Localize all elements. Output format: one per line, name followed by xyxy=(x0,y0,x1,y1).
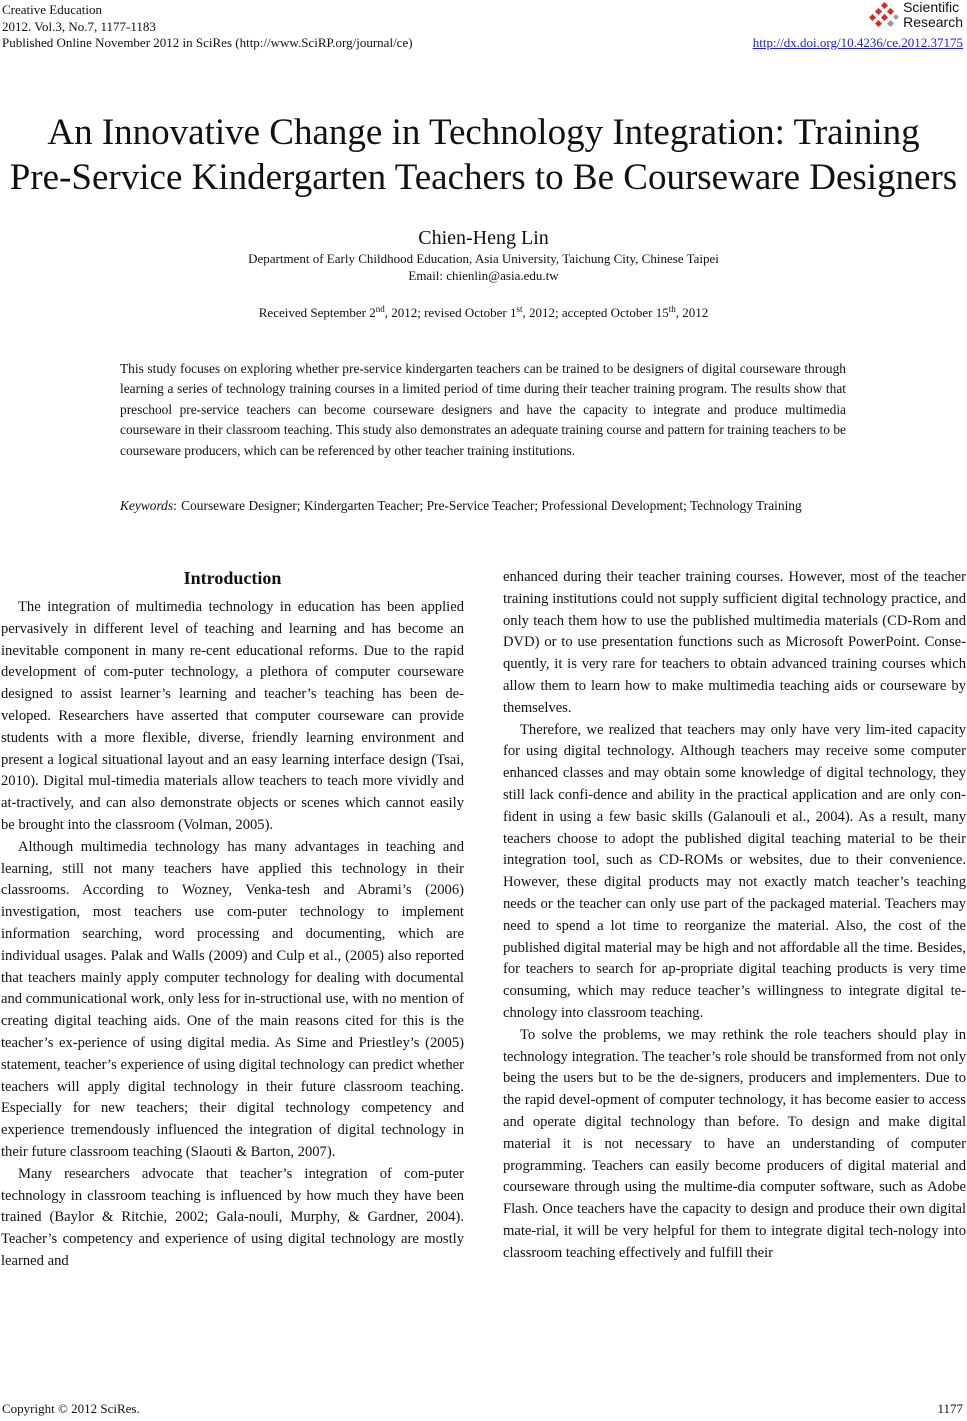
author-affiliation: Department of Early Childhood Education, Asia University, Taichung City, Chinese Taipei xyxy=(248,251,719,266)
received-suffix: nd xyxy=(375,304,385,314)
keywords-colon: : xyxy=(173,498,181,513)
right-column xyxy=(503,567,966,1265)
revised-part: , 2012; revised October 1 xyxy=(384,305,517,320)
page-footer xyxy=(2,1401,963,1417)
logo-text-line1: Scientific xyxy=(903,0,960,15)
publisher-logo xyxy=(869,0,963,34)
keywords-text: Courseware Designer; Kindergarten Teacher; Pre-Service Teacher; Professional Development; Technology Training xyxy=(181,498,802,513)
keywords xyxy=(120,496,846,516)
revised-suffix: st xyxy=(516,304,523,314)
keywords-label: Keywords xyxy=(120,498,174,513)
title-line-1: An Innovative Change in Technology Integration: Training xyxy=(47,112,920,153)
author-affiliation-block xyxy=(0,250,967,284)
accepted-suffix: th xyxy=(668,304,676,314)
abstract: This study focuses on exploring whether pre-service kindergarten teachers can be trained to be designers of digital courseware through learning a series of technology training courses in a limited period of time during their teacher training program. The results show that preschool pre-service teachers can become courseware designers and have the capacity to integrate and produce multimedia courseware in their classroom teaching. This study also demonstrates an adequate training course and pattern for training teachers to be courseware producers, which can be referenced by other teacher training institutions. xyxy=(120,361,846,458)
accepted-part: , 2012; accepted October 15 xyxy=(522,305,669,320)
page-number: 1177 xyxy=(937,1401,963,1416)
journal-volume: 2012. Vol.3, No.7, 1177-1183 xyxy=(2,18,156,34)
copyright: Copyright © 2012 SciRes. xyxy=(2,1401,140,1416)
body-paragraph: Although multimedia technology has many advantages in teaching and learning, still not many teachers have applied this technology in their classrooms. According to Wozney, Venka-tesh and Abrami’s (2006) investigation, most teachers use com-puter technology to implement information searching, word processing and documenting, which are individual usages. Palak and Walls (2009) and Culp et al., (2005) also reported that teachers mainly apply computer technology for dealing with documental and communicational work, only less for in-structional use, with no mention of creating digital teaching aids. One of the main reasons cited for this is the teacher’s ex-perience of using digital media. As Sime and Priestley’s (2005) statement, teacher’s experience of using digital technology can predict whether teachers will apply digital technology in their future classroom teaching. Especially for new teachers; their digital technology competency and experience tremendously influenced the integration of digital technology in their future classroom teaching (Slaouti & Barton, 2007). xyxy=(1,838,464,1160)
journal-header xyxy=(2,2,413,52)
journal-name: Creative Education xyxy=(2,2,102,17)
scientific-research-diamond-logo-icon xyxy=(869,2,899,30)
published-online: Published Online November 2012 in SciRes (http://www.SciRP.org/journal/ce) xyxy=(2,35,413,50)
paper-title xyxy=(0,110,967,200)
body-paragraph: enhanced during their teacher training courses. However, most of the teacher training institutions could not supply sufficient digital technology practice, and only teach them how to use the published multimedia materials (CD-Rom and DVD) or to use presentation functions such as Microsoft PowerPoint. Conse-quently, it is very rare for teachers to obtain advanced training courses which allow them to learn how to make multimedia teaching aids or courseware by themselves. xyxy=(503,569,966,716)
body-paragraph: To solve the problems, we may rethink the role teachers should play in technology integration. The teacher’s role should be transformed from not only being the users but to be the de-signers, producers and implementers. Due to the rapid devel-opment of computer technology, it has become easier to access and operate digital technology than before. To design and make digital material it is not necessary to have an understanding of computer programming. Teachers can easily become producers of digital material and courseware through using the multime-dia computer software, such as Adobe Flash. Once teachers have the capacity to design and produce their own digital mate-rial, it will be very helpful for them to integrate digital tech-nology into classroom teaching effectively and fulfill their xyxy=(503,1026,966,1261)
left-column xyxy=(1,566,464,1273)
section-heading: Introduction xyxy=(183,568,282,588)
accepted-year: , 2012 xyxy=(675,305,709,320)
received-dates xyxy=(0,304,967,321)
author-name: Chien-Heng Lin xyxy=(418,227,549,249)
logo-text-line2: Research xyxy=(903,14,963,30)
body-paragraph: The integration of multimedia technology in education has been applied pervasively in different level of teaching and learning and has become an inevitable component in many re-cent educational reforms. Due to the rapid development of com-puter technology, a plethora of computer courseware designed to assist learner’s learning and teacher’s teaching has been de-veloped. Researchers have asserted that computer courseware can provide students with a more flexible, diverse, friendly learning environment and present a logical situational layout and an easy learning interface design (Tsai, 2010). Digital mul-timedia materials allow teachers to teach more vividly and at-tractively, and can also demonstrate objects or scenes which cannot easily be brought into the classroom (Volman, 2005). xyxy=(1,599,464,833)
body-paragraph: Many researchers advocate that teacher’s integration of com-puter technology in classroom teaching is influenced by how much they have been trained (Baylor & Ritchie, 2002; Gala-nouli, Murphy, & Gardner, 2004). Teacher’s competency and experience of using digital technology are mostly learned and xyxy=(1,1165,464,1269)
doi-link[interactable]: http://dx.doi.org/10.4236/ce.2012.37175 xyxy=(752,35,963,50)
title-line-2: Pre-Service Kindergarten Teachers to Be Courseware Designers xyxy=(9,157,958,198)
author-email: Email: chienlin@asia.edu.tw xyxy=(408,268,559,283)
body-paragraph: Therefore, we realized that teachers may only have very lim-ited capacity for using digital technology. Although teachers may receive some computer enhanced classes and may obtain some knowledge of digital technology, they still lack confi-dence and ability in the practical application and are only con-fident in using a few basic skills (Galanouli et al., 2004). As a result, many teachers choose to adopt the published digital teaching material to be their integration tool, such as CD-ROMs or websites, due to their convenience. However, these digital products may not exactly match teacher’s teaching needs or the teacher can only use part of the packaged material. Teachers may need to spend a lot time to reorganize the material. Also, the cost of the published digital material may be high and not affordable all the time. Besides, for teachers to search for ap-propriate digital teaching products is very time consuming, which may reduce teacher’s willingness to integrate digital te-chnology into classroom teaching. xyxy=(503,721,966,1021)
received-part: Received September 2 xyxy=(258,305,376,320)
